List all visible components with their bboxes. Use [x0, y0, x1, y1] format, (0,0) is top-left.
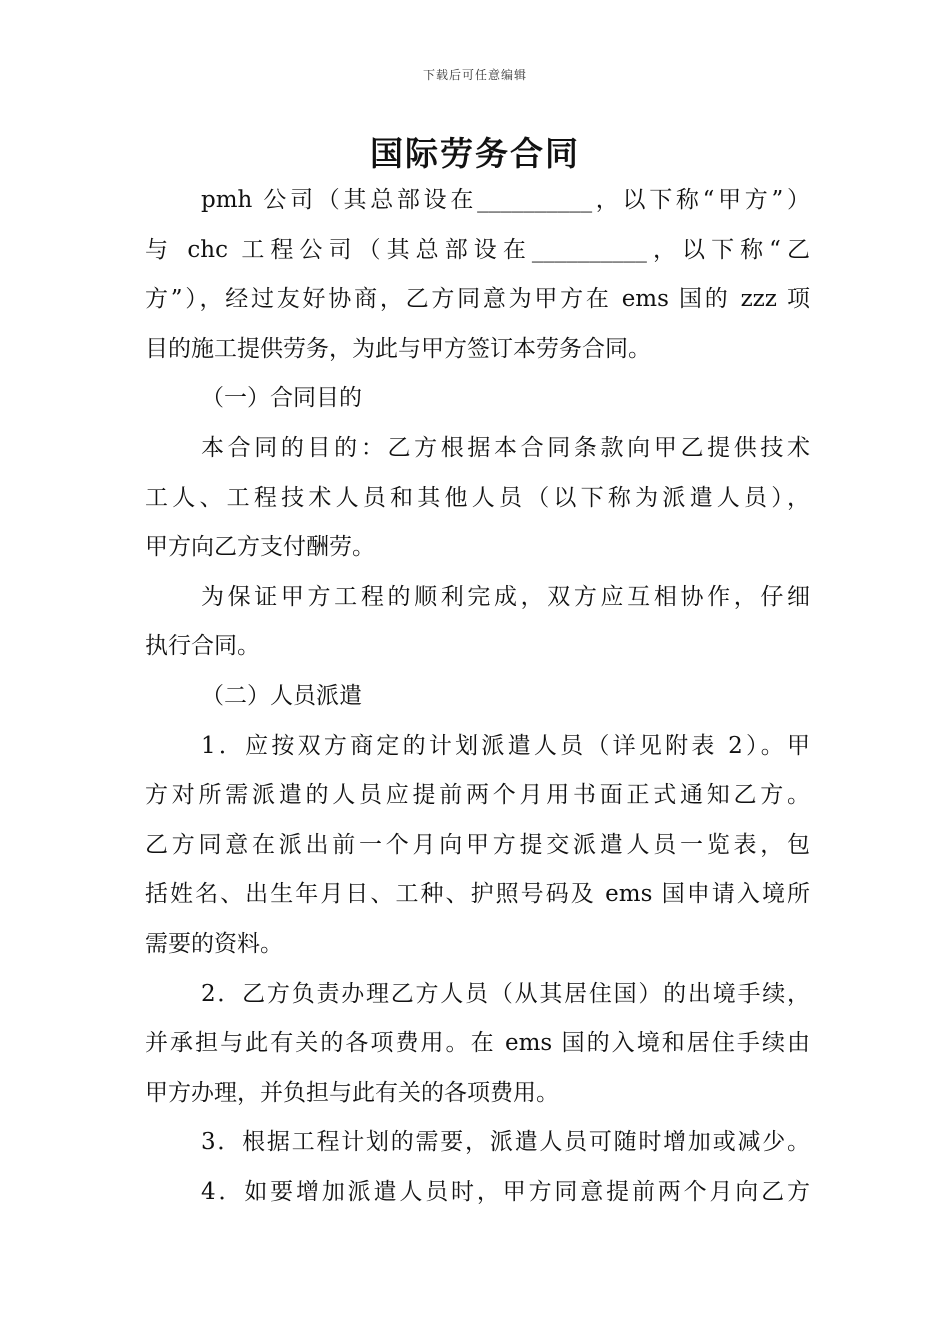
section-heading: （二）人员派遣 [201, 682, 362, 709]
section-heading: （一）合同目的 [201, 385, 362, 412]
paragraph-line: 方对所需派遣的人员应提前两个月用书面正式通知乙方。 [145, 782, 810, 809]
paragraph-line: 与 chc 工程公司（其总部设在__________，以下称“乙 [145, 236, 810, 263]
paragraph-line: 4．如要增加派遣人员时，甲方同意提前两个月向乙方 [201, 1178, 810, 1205]
paragraph-line: 括姓名、出生年月日、工种、护照号码及 ems 国申请入境所 [145, 881, 810, 908]
paragraph-line: 乙方同意在派出前一个月向甲方提交派遣人员一览表，包 [145, 831, 810, 858]
paragraph-line: 甲方向乙方支付酬劳。 [145, 534, 375, 561]
paragraph-line: 方”），经过友好协商，乙方同意为甲方在 ems 国的 zzz 项 [145, 286, 810, 313]
document-title: 国际劳务合同 [370, 134, 580, 173]
header-note: 下载后可任意编辑 [422, 68, 527, 82]
paragraph-line: 本合同的目的：乙方根据本合同条款向甲乙提供技术 [201, 434, 810, 461]
paragraph-line: 执行合同。 [145, 633, 260, 660]
contract-body [145, 176, 810, 1217]
paragraph-line: 1．应按双方商定的计划派遣人员（详见附表 2）。甲 [201, 732, 810, 759]
paragraph-line: 目的施工提供劳务，为此与甲方签订本劳务合同。 [145, 335, 651, 362]
paragraph-line: pmh 公司（其总部设在__________，以下称“甲方”） [201, 187, 810, 213]
paragraph-line: 2．乙方负责办理乙方人员（从其居住国）的出境手续， [201, 980, 810, 1007]
paragraph-line: 工人、工程技术人员和其他人员（以下称为派遣人员）， [145, 484, 810, 511]
paragraph-line: 为保证甲方工程的顺利完成，双方应互相协作，仔细 [201, 583, 810, 610]
paragraph-line: 并承担与此有关的各项费用。在 ems 国的入境和居住手续由 [145, 1030, 810, 1057]
paragraph-line: 甲方办理，并负担与此有关的各项费用。 [145, 1079, 559, 1106]
paragraph-line: 3．根据工程计划的需要，派遣人员可随时增加或减少。 [201, 1129, 810, 1156]
paragraph-line: 需要的资料。 [145, 930, 283, 957]
